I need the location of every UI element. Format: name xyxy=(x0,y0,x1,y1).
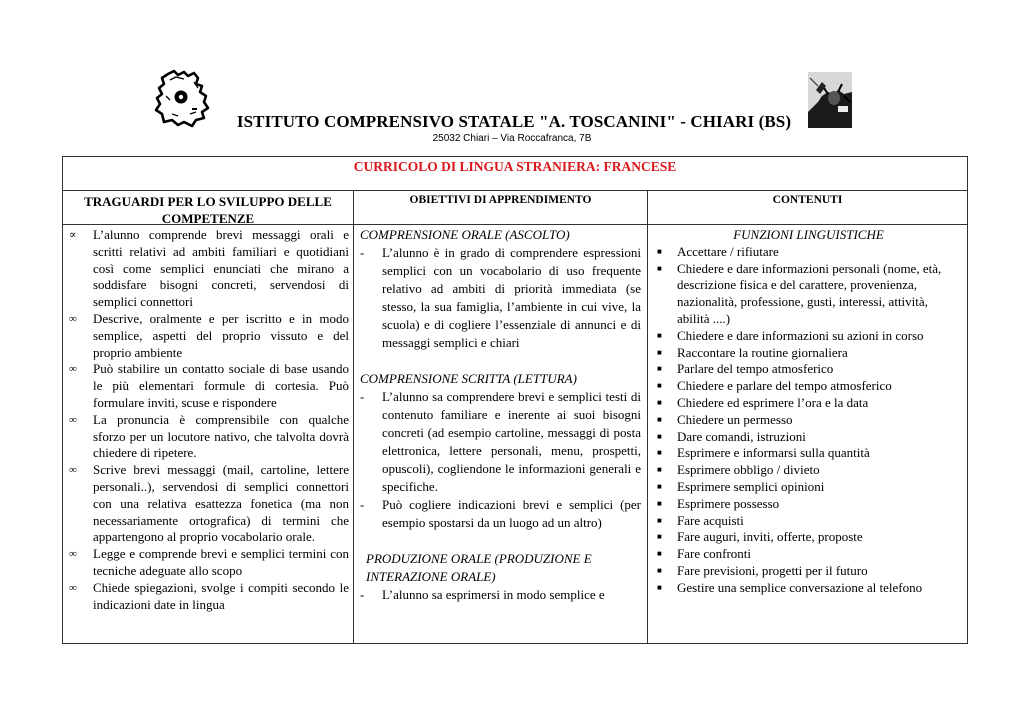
list-item xyxy=(654,479,963,496)
list-item-text: Fare previsioni, progetti per il futuro xyxy=(677,562,868,578)
list-item-text: Scrive brevi messaggi (mail, cartoline, lettere personali..), servendosi di semplici connettori con una relativa esattezza fonetica (ma non necessariamente ortografica) di termini che appartengono al proprio vocabolario orale. xyxy=(93,462,349,545)
list-item-text: Chiedere ed esprimere l’ora e la data xyxy=(677,394,869,410)
column-header-contenuti: CONTENUTI xyxy=(648,190,967,225)
bullet-symbol: ∞ xyxy=(69,363,77,376)
square-bullet-icon: ■ xyxy=(657,431,662,441)
list-item xyxy=(654,395,963,412)
square-bullet-icon: ■ xyxy=(657,448,662,458)
bullet-symbol: ∝ xyxy=(69,229,77,241)
list-item-text: Fare auguri, inviti, offerte, proposte xyxy=(677,529,863,545)
list-item xyxy=(360,586,641,604)
bullet-symbol: ∞ xyxy=(69,312,77,325)
square-bullet-icon: ■ xyxy=(657,263,662,273)
list-item xyxy=(67,462,349,546)
list-item-text: Raccontare la routine giornaliera xyxy=(677,344,848,360)
section-heading: PRODUZIONE ORALE (PRODUZIONE E INTERAZIONE ORALE) xyxy=(366,551,592,584)
square-bullet-icon: ■ xyxy=(657,364,662,374)
list-item-text: Parlare del tempo atmosferico xyxy=(677,361,834,377)
list-item xyxy=(654,412,963,429)
list-item-text: Chiedere un permesso xyxy=(677,411,793,427)
square-bullet-icon: ■ xyxy=(657,397,662,407)
list-item xyxy=(654,445,963,462)
section-heading: FUNZIONI LINGUISTICHE xyxy=(733,227,884,242)
list-item xyxy=(654,513,963,530)
dash-bullet: - xyxy=(360,587,365,602)
curriculum-table xyxy=(62,156,968,644)
table-title: CURRICOLO DI LINGUA STRANIERA: FRANCESE xyxy=(63,157,967,191)
list-item xyxy=(654,496,963,513)
list-item xyxy=(654,361,963,378)
list-item-text: Dare comandi, istruzioni xyxy=(677,428,806,444)
school-address: 25032 Chiari – Via Roccafranca, 7B xyxy=(432,133,592,144)
bullet-symbol: ∞ xyxy=(69,413,77,426)
list-item-text: Legge e comprende brevi e semplici termini con tecniche adeguate allo scopo xyxy=(93,546,349,578)
list-item xyxy=(654,546,963,563)
list-item-text: L’alunno sa comprendere brevi e semplici testi di contenuto familiare e inerente ai suoi bisogni concreti (ad esempio cartoline, messaggi di posta elettronica, lettere personali, menu, prospetti, opuscoli), cogliendone le informazioni generali e specifiche. xyxy=(382,389,641,494)
contenuti-list xyxy=(648,225,967,597)
list-item-text: Chiedere e dare informazioni su azioni in corso xyxy=(677,327,924,343)
square-bullet-icon: ■ xyxy=(657,414,662,424)
list-item-text: Esprimere semplici opinioni xyxy=(677,478,825,494)
list-item-text: Esprimere possesso xyxy=(677,495,780,511)
square-bullet-icon: ■ xyxy=(657,532,662,542)
bullet-symbol: ∞ xyxy=(69,464,77,477)
list-item xyxy=(654,261,963,328)
list-item-text: Chiede spiegazioni, svolge i compiti secondo le indicazioni date in lingua xyxy=(93,579,349,612)
column-header-traguardi: TRAGUARDI PER LO SVILUPPO DELLE COMPETENZE xyxy=(63,190,353,225)
section-heading: COMPRENSIONE ORALE (ASCOLTO) xyxy=(360,227,570,242)
list-item xyxy=(654,328,963,345)
square-bullet-icon: ■ xyxy=(657,515,662,525)
square-bullet-icon: ■ xyxy=(657,498,662,508)
square-bullet-icon: ■ xyxy=(657,330,662,340)
list-item xyxy=(67,546,349,580)
list-item xyxy=(654,378,963,395)
column-traguardi xyxy=(63,190,354,643)
list-item-text: Accettare / rifiutare xyxy=(677,243,779,259)
dash-bullet: - xyxy=(360,245,365,260)
square-bullet-icon: ■ xyxy=(657,347,662,357)
list-item xyxy=(654,529,963,546)
traguardi-list xyxy=(63,225,353,613)
list-item-text: Fare confronti xyxy=(677,546,752,562)
list-item xyxy=(654,563,963,580)
list-item-text: Descrive, oralmente e per iscritto e in modo semplice, aspetti del proprio vissuto e del proprio ambiente xyxy=(93,310,349,360)
list-item xyxy=(654,580,963,597)
dash-bullet: - xyxy=(360,497,365,512)
column-obiettivi xyxy=(354,190,648,643)
square-bullet-icon: ■ xyxy=(657,549,662,559)
square-bullet-icon: ■ xyxy=(657,246,662,256)
list-item xyxy=(67,580,349,614)
obiettivi-list xyxy=(354,225,647,604)
list-item xyxy=(67,227,349,311)
list-item-text: Esprimere e informarsi sulla quantità xyxy=(677,445,870,461)
list-item xyxy=(654,462,963,479)
school-title: ISTITUTO COMPRENSIVO STATALE "A. TOSCANINI" - CHIARI (BS) xyxy=(236,112,792,131)
list-item-text: Può stabilire un contatto sociale di base usando le più elementari formule di cortesia. Può formulare inviti, scuse e rispondere xyxy=(93,361,349,410)
section-heading: COMPRENSIONE SCRITTA (LETTURA) xyxy=(360,371,577,386)
list-item-text: L’alunno è in grado di comprendere espressioni semplici con un vocabolario di uso frequente relativo ad ambiti di priorità immediata (se stesso, la sua famiglia, l’ambiente in cui vive, la scuola) e di cogliere l’essenziale di annunci e di messaggi semplici e chiari xyxy=(382,245,641,350)
square-bullet-icon: ■ xyxy=(657,582,662,592)
bullet-symbol: ∞ xyxy=(69,548,77,561)
list-item xyxy=(360,496,641,532)
list-item-text: Gestire una semplice conversazione al telefono xyxy=(677,579,923,595)
list-item-text: Esprimere obbligo / divieto xyxy=(677,462,820,478)
list-item xyxy=(67,311,349,361)
square-bullet-icon: ■ xyxy=(657,381,662,391)
list-item xyxy=(67,361,349,411)
list-item-text: Può cogliere indicazioni brevi e semplici (per esempio spostarsi da un luogo ad un altro) xyxy=(382,497,641,530)
list-item xyxy=(654,244,963,261)
list-item xyxy=(654,429,963,446)
column-contenuti xyxy=(648,190,967,643)
list-item xyxy=(360,388,641,496)
list-item xyxy=(654,345,963,362)
square-bullet-icon: ■ xyxy=(657,565,662,575)
list-item xyxy=(67,412,349,462)
column-header-obiettivi: OBIETTIVI DI APPRENDIMENTO xyxy=(354,190,647,225)
bullet-symbol: ∞ xyxy=(69,581,77,594)
dash-bullet: - xyxy=(360,389,365,404)
list-item-text: Chiedere e dare informazioni personali (nome, età, descrizione fisica e del carattere, provenienza, nazionalità, professione, gusti, interessi, attività, abilità ....) xyxy=(677,260,942,326)
square-bullet-icon: ■ xyxy=(657,481,662,491)
list-item-text: La pronuncia è comprensibile con qualche sforzo per un locutore nativo, che talvolta dovrà chiedere di ripetere. xyxy=(93,411,349,461)
list-item-text: L’alunno sa esprimersi in modo semplice e xyxy=(382,587,605,602)
list-item xyxy=(360,244,641,352)
list-item-text: L’alunno comprende brevi messaggi orali e scritti relativi ad ambiti familiari e quotidiani così come semplici enunciati che mirano a soddisfare bisogni concreti, servendosi di semplici connettori xyxy=(93,227,349,310)
list-item-text: Fare acquisti xyxy=(677,512,744,528)
list-item-text: Chiedere e parlare del tempo atmosferico xyxy=(677,378,892,394)
square-bullet-icon: ■ xyxy=(657,465,662,475)
